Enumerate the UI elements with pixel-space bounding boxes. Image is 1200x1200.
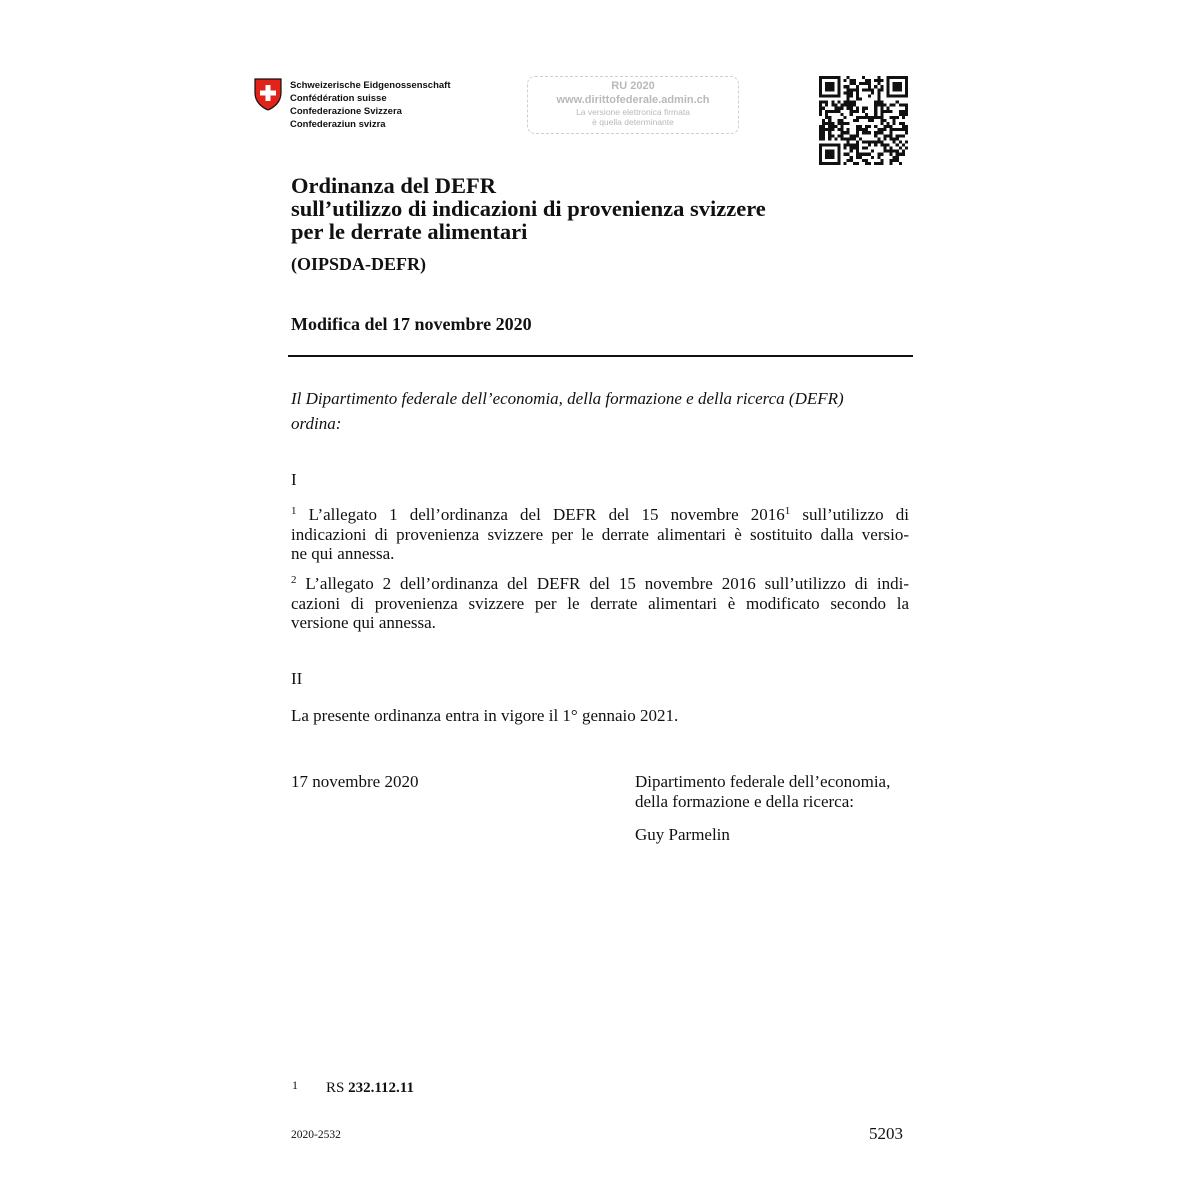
paragraph-2-line-3: versione qui annessa. [291,613,436,632]
confederation-name-de: Schweizerische Eidgenossenschaft [290,80,451,91]
paragraph-2-line-1: $^2$ L’allegato 2 dell’ordinanza del DEFR del 15 novembre 2016 sull’utilizzo di indi- [291,574,909,593]
stamp-url: www.dirittofederale.admin.ch [556,94,710,106]
confederation-name-fr: Confédération suisse [290,93,387,104]
ordinance-abbreviation: (OIPSDA-DEFR) [291,254,426,274]
signature-date: 17 novembre 2020 [291,772,419,791]
title-line-2: sull’utilizzo di indicazioni di provenienza svizzere [291,196,766,221]
footnote-reference[interactable]: 1 [784,505,791,517]
paragraph-number-2: 2 [291,574,297,586]
stamp-note-1: La versione elettronica firmata [576,107,690,117]
section-heading-2: II [291,669,303,688]
section-heading-1: I [291,470,297,489]
publication-stamp [527,76,739,134]
signing-authority [635,772,890,812]
title-line-1: Ordinanza del DEFR [291,173,497,198]
paragraph-2 [291,574,909,633]
modification-date-heading: Modifica del 17 novembre 2020 [291,314,532,334]
qr-code-icon [819,76,908,165]
swiss-crest-icon [253,78,283,111]
title-divider [288,355,913,357]
paragraph-1-line-3: ne qui annessa. [291,544,395,563]
paragraph-2-line-2: cazioni di provenienza svizzere per le derrate alimentari è modificato secondo la [291,593,909,613]
title-line-3: per le derrate alimentari [291,219,528,244]
confederation-name-it: Confederazione Svizzera [290,106,402,117]
document-number: 2020-2532 [291,1129,341,1141]
authority-line-2: della formazione e della ricerca: [635,792,854,811]
preamble-line-1: Il Dipartimento federale dell’economia, della formazione e della ricerca (DEFR) [291,389,844,408]
stamp-note-2: è quella determinante [592,117,674,127]
preamble-line-2: ordina: [291,414,342,433]
footnote-number: 1 [292,1078,298,1092]
preamble [291,386,911,436]
footnote-text: RS 232.112.11 [326,1080,414,1096]
footnote-rs-link[interactable]: 232.112.11 [348,1080,414,1096]
paragraph-1-line-2: indicazioni di provenienza svizzere per le derrate alimentari è sostituito dalla versio- [291,524,909,544]
paragraph-1-line-1: $^1$ L’allegato 1 dell’ordinanza del DEFR del 15 novembre 2016$^1$ sull’utilizzo di [291,505,909,524]
page-number: 5203 [869,1124,903,1143]
authority-line-1: Dipartimento federale dell’economia, [635,772,891,791]
entry-into-force: La presente ordinanza entra in vigore il 1° gennaio 2021. [291,706,679,725]
paragraph-number-1: 1 [291,505,297,517]
confederation-name-rm: Confederaziun svizra [290,119,386,130]
paragraph-1 [291,505,909,564]
signatory-name: Guy Parmelin [635,825,730,844]
confederation-names [290,79,451,131]
ordinance-title [291,174,766,243]
stamp-collection: RU 2020 [611,80,655,92]
